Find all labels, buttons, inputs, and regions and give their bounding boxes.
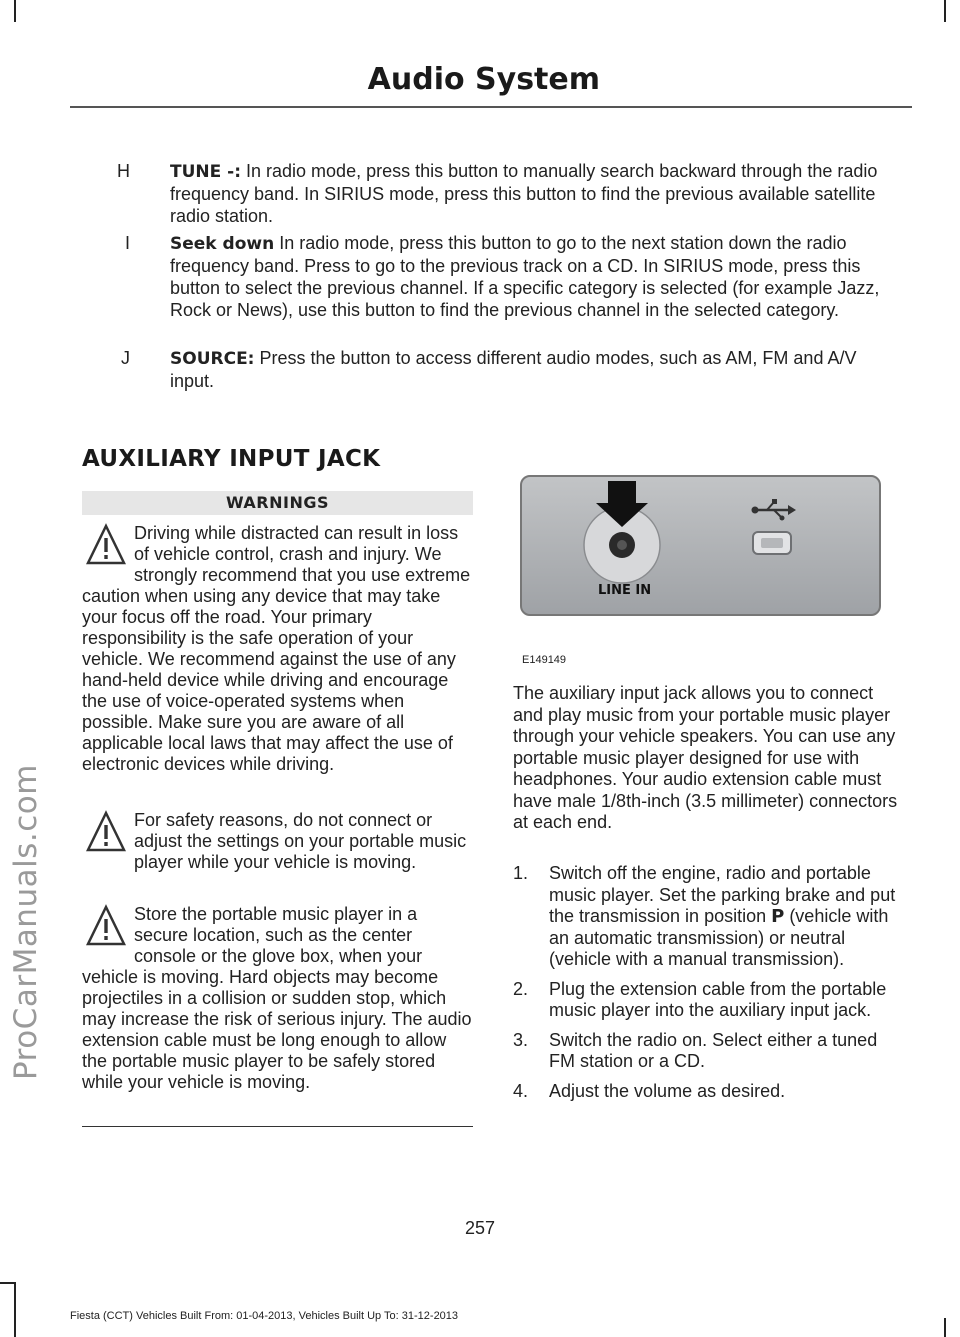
definition-term: SOURCE: bbox=[170, 349, 255, 369]
step-text: Switch the radio on. Select either a tuned FM station or a CD. bbox=[549, 1029, 878, 1071]
definition-letter: J bbox=[121, 348, 130, 368]
figure-code: E149149 bbox=[522, 654, 567, 666]
section-title: AUXILIARY INPUT JACK bbox=[82, 446, 381, 472]
crop-mark bbox=[14, 1282, 16, 1337]
header-rule bbox=[70, 106, 912, 108]
warning-triangle-icon bbox=[86, 904, 126, 948]
warning-triangle-icon bbox=[86, 523, 126, 567]
definition-text: In radio mode, press this button to manually search backward through the radio frequency band. In SIRIUS mode, press this button to find the previous available satellite radio station. bbox=[170, 161, 878, 226]
step-number: 1. bbox=[513, 863, 529, 883]
step-text: Plug the extension cable from the portable music player into the auxiliary input jack. bbox=[549, 978, 887, 1020]
warnings-header: WARNINGS bbox=[82, 491, 473, 515]
definition-term: TUNE -: bbox=[170, 162, 242, 182]
page-number: 257 bbox=[464, 1218, 496, 1238]
step-number: 3. bbox=[513, 1029, 529, 1050]
steps-list bbox=[513, 863, 908, 1110]
warning-item bbox=[82, 523, 474, 775]
warning-item bbox=[82, 810, 474, 873]
definition-i bbox=[60, 232, 902, 321]
crop-mark bbox=[0, 1282, 16, 1284]
definition-text: Press the button to access different audio modes, such as AM, FM and A/V input. bbox=[170, 348, 857, 391]
definition-term: Seek down bbox=[170, 234, 275, 254]
definition-letter: I bbox=[124, 233, 130, 253]
step-item bbox=[513, 1081, 908, 1103]
crop-mark bbox=[944, 0, 946, 22]
warning-text: For safety reasons, do not connect or adjust the settings on your portable music player while your vehicle is moving. bbox=[134, 810, 467, 872]
warning-item bbox=[82, 904, 474, 1093]
page-header-title: Audio System bbox=[367, 62, 600, 97]
warning-triangle-icon bbox=[86, 810, 126, 854]
aux-jack-illustration bbox=[520, 475, 881, 616]
step-text: Adjust the volume as desired. bbox=[549, 1080, 786, 1101]
step-item bbox=[513, 863, 908, 971]
step-item bbox=[513, 1030, 908, 1073]
definition-text: In radio mode, press this button to go to the next station down the radio frequency band. Press to go to the previous track on a CD. In SIRIUS mode, press this button to select the previous channel. If a specific category is selected (for example Jazz, Rock or News), use this button to find the previous channel in the selected category. bbox=[170, 233, 880, 320]
aux-panel-graphic bbox=[522, 477, 879, 614]
step-text: Switch off the engine, radio and portable music player. Set the parking brake and put the transmission in position bbox=[549, 863, 896, 926]
step-item bbox=[513, 979, 908, 1022]
step-number: 4. bbox=[513, 1080, 529, 1101]
intro-paragraph: The auxiliary input jack allows you to connect and play music from your portable music player through your vehicle speakers. You can use any portable music player designed for use with headphones. Your audio extension cable must have male 1/8th-inch (3.5 millimeter) connectors at each end. bbox=[513, 683, 898, 832]
watermark: ProCarManuals.com bbox=[8, 764, 44, 1080]
definition-letter: H bbox=[117, 161, 130, 181]
definition-j bbox=[60, 347, 902, 392]
warning-text: Store the portable music player in a secure location, such as the center console or the glove box, when your vehicle is moving. Hard objects may become projectiles in a collision or sudden stop, which may increase the risk of serious injury. The audio extension cable must be long enough to allow the portable music player to be safely stored while your vehicle is moving. bbox=[82, 904, 472, 1092]
footer-text: Fiesta (CCT) Vehicles Built From: 01-04-2013, Vehicles Built Up To: 31-12-2013 bbox=[70, 1310, 459, 1322]
step-number: 2. bbox=[513, 978, 529, 999]
warnings-end-rule bbox=[82, 1126, 473, 1127]
definition-h bbox=[60, 160, 902, 227]
step-text: (vehicle with an automatic transmission) or neutral (vehicle with a manual transmission). bbox=[549, 906, 889, 969]
gear-position-p: P bbox=[771, 906, 785, 927]
crop-mark bbox=[944, 1318, 946, 1337]
line-in-label: LINE IN bbox=[598, 583, 652, 598]
warning-text: Driving while distracted can result in loss of vehicle control, crash and injury. We strongly recommend that you use extreme caution when using any device that may take your focus off the road. Your primary responsibility is the safe operation of your vehicle. We recommend against the use of any hand-held device while driving and encourage the use of voice-operated systems when possible. Make sure you are aware of all applicable local laws that may affect the use of electronic devices while driving. bbox=[82, 523, 471, 774]
crop-mark bbox=[14, 0, 16, 22]
